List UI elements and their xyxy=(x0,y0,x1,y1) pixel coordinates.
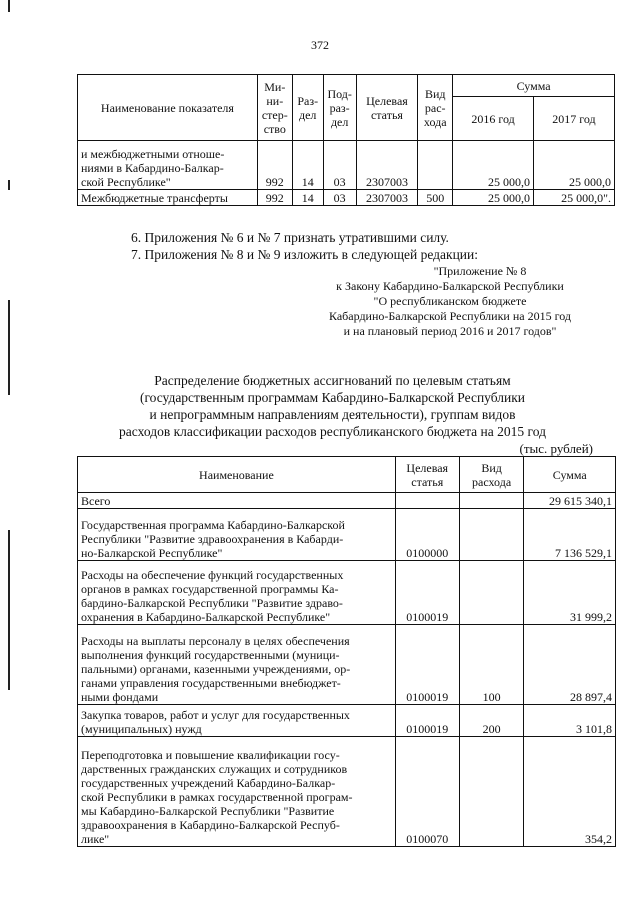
table-row: Всего 29 615 340,1 xyxy=(78,493,616,509)
table-row: Закупка товаров, работ и услуг для государственных (муниципальных) нужд 0100019 200 3 101,8 xyxy=(78,705,616,737)
header-target: Целевая статья xyxy=(356,75,418,141)
margin-mark xyxy=(8,180,10,190)
units-label: (тыс. рублей) xyxy=(519,441,593,456)
margin-mark xyxy=(8,0,10,12)
header-2017: 2017 год xyxy=(533,97,614,141)
header-expense-type: Вид расхода xyxy=(459,457,524,493)
annex-line: "Приложение № 8 xyxy=(433,264,527,278)
margin-mark xyxy=(8,300,10,395)
document-title: Распределение бюджетных ассигнований по целевым статьям (государственным программам Кабардино-Балкарской Республики и непрограммным направлениям деятельности), группам видов расходов классификации расходов республиканского бюджета на 2015 год xyxy=(119,373,546,439)
allocation-table xyxy=(77,456,616,847)
header-sum: Сумма xyxy=(524,457,616,493)
budget-table-continued xyxy=(77,74,615,206)
paragraph-6: 6. Приложения № 6 и № 7 признать утратившими силу. xyxy=(131,230,449,245)
header-name: Наименование xyxy=(78,457,396,493)
table-row: Межбюджетные трансферты 992 14 03 2307003 500 25 000,0 25 000,0". xyxy=(78,190,615,206)
header-subsection: Под- раз- дел xyxy=(323,75,356,141)
annex-line: Кабардино-Балкарской Республики на 2015 год xyxy=(329,309,571,323)
paragraph-7: 7. Приложения № 8 и № 9 изложить в следующей редакции: xyxy=(131,247,478,262)
annex-line: "О республиканском бюджете xyxy=(373,294,527,308)
header-section: Раз- дел xyxy=(292,75,323,141)
header-name: Наименование показателя xyxy=(78,75,258,141)
margin-mark xyxy=(8,530,10,690)
annex-line: к Закону Кабардино-Балкарской Республики xyxy=(336,279,564,293)
table-row: Государственная программа Кабардино-Балкарской Республики "Развитие здравоохранения в Кабарди- но-Балкарской Республике" 0100000 7 136 529,1 xyxy=(78,509,616,561)
header-expense-type: Вид рас- хода xyxy=(418,75,453,141)
header-target: Целевая статья xyxy=(395,457,459,493)
annex-line: и на плановый период 2016 и 2017 годов" xyxy=(343,324,557,338)
annex-caption xyxy=(300,264,600,339)
header-ministry: Ми- ни- стер- ство xyxy=(257,75,292,141)
page-number: 372 xyxy=(311,38,329,52)
header-sum: Сумма xyxy=(453,75,615,97)
table-row: Расходы на выплаты персоналу в целях обеспечения выполнения функций государственными (муници- пальными) органами, казенными учреждениями, ор- ганами управления государственными внебюджет- ными фондами 0100019 100 28 897,4 xyxy=(78,625,616,705)
header-2016: 2016 год xyxy=(453,97,534,141)
table-row: Расходы на обеспечение функций государственных органов в рамках государственной программы Ка- бардино-Балкарской Республики "Развитие здраво- охранения в Кабардино-Балкарской Республике" 0100019 31 999,2 xyxy=(78,561,616,625)
table-row: Переподготовка и повышение квалификации госу- дарственных гражданских служащих и сотрудников государственных учреждений Кабардино-Балкар- ской Республики в рамках государственной програм- мы Кабардино-Балкарской Республики "Развитие здравоохранения в Кабардино-Балкарской Респуб- лике" 0100070 354,2 xyxy=(78,737,616,847)
table-row: и межбюджетными отноше- ниями в Кабардино-Балкар- ской Республике" 992 14 03 2307003 25 000,0 25 000,0 xyxy=(78,141,615,190)
